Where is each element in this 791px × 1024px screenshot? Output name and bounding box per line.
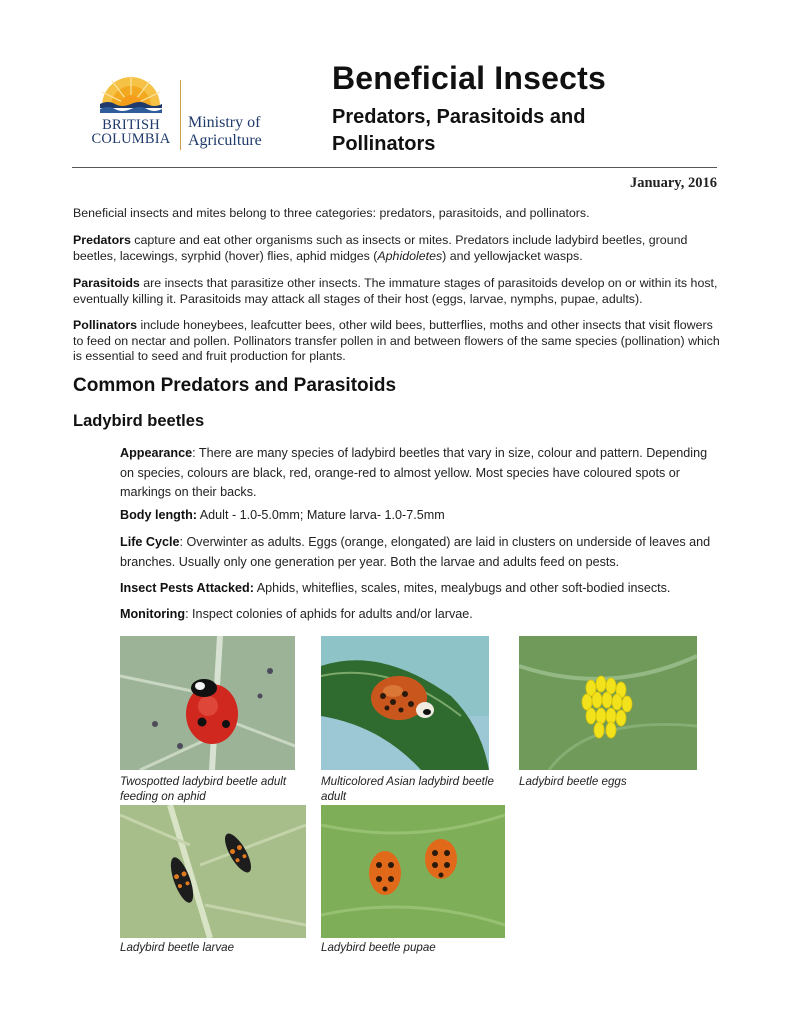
bc-wordmark: [88, 118, 174, 146]
appearance-paragraph: [120, 444, 720, 503]
section-subheading: Ladybird beetles: [73, 412, 205, 430]
publication-date: January, 2016: [629, 175, 717, 191]
predators-text-end: ) and yellowjacket wasps.: [442, 248, 583, 263]
ladybird-eggs-photo: [519, 636, 697, 770]
intro-paragraph: Beneficial insects and mites belong to three categories: predators, parasitoids, and pollinators.: [73, 206, 590, 220]
appearance-label: Appearance: [120, 446, 193, 460]
ministry-line-1: Ministry of: [188, 114, 261, 131]
photo-caption-2: Multicolored Asian ladybird beetle adult: [321, 775, 494, 803]
photo-caption-3: Ladybird beetle eggs: [519, 775, 627, 788]
ministry-name: [188, 114, 262, 150]
page-subtitle: Predators, Parasitoids and Pollinators: [332, 106, 586, 155]
monitoring-label: Monitoring: [120, 607, 186, 621]
predators-term: Predators: [73, 233, 131, 247]
body-length-label: Body length:: [120, 508, 197, 522]
ministry-line-2: Agriculture: [188, 132, 262, 149]
aphidoletes-term: Aphidoletes: [377, 248, 443, 263]
monitoring-paragraph: [120, 605, 720, 625]
pests-attacked-paragraph: [120, 579, 720, 599]
monitoring-text: : Inspect colonies of aphids for adults and/or larvae.: [185, 607, 473, 621]
ladybird-larvae-photo: [120, 805, 306, 938]
photo-caption-1: Twospotted ladybird beetle adult feeding on aphid: [120, 775, 287, 803]
life-cycle-label: Life Cycle: [120, 535, 180, 549]
section-heading: Common Predators and Parasitoids: [73, 375, 397, 396]
pollinators-text: include honeybees, leafcutter bees, other wild bees, butterflies, moths and other insects that visit flowers to feed on nectar and pollen. Pollinators transfer pollen in and between flowers of the same species (pollination) which is essential to seed and fruit production for plants.: [73, 318, 720, 363]
twospotted-ladybird-photo: [120, 636, 295, 770]
body-length-text: Adult - 1.0-5.0mm; Mature larva- 1.0-7.5mm: [196, 508, 445, 522]
life-cycle-paragraph: [120, 533, 720, 572]
predators-text: capture and eat other organisms such as insects or mites. Predators include ladybird beetles, ground beetles, lacewings, syrphid (hover) flies, aphid midges (: [73, 233, 688, 263]
parasitoids-paragraph: [73, 276, 721, 307]
pollinators-paragraph: [73, 318, 721, 365]
photo-caption-4: Ladybird beetle larvae: [120, 941, 235, 954]
page-title: Beneficial Insects: [332, 60, 606, 96]
parasitoids-text: are insects that parasitize other insects. The immature stages of parasitoids develop on or within its host, eventually killing it. Parasitoids may attack all stages of their host (eggs, larvae, nymphs, pupae, adults).: [73, 276, 718, 306]
ladybird-pupae-photo: [321, 805, 505, 938]
life-cycle-text: : Overwinter as adults. Eggs (orange, elongated) are laid in clusters on underside of leaves and branches. Usually only one generation per year. Both the larvae and adults feed on pests.: [120, 535, 711, 569]
bc-line-1: BRITISH: [102, 117, 160, 133]
bc-sun-logo-icon: [100, 76, 162, 116]
body-length-paragraph: [120, 506, 720, 526]
bc-line-2: COLUMBIA: [91, 131, 171, 147]
ministry-logo: [88, 76, 278, 154]
appearance-text: : There are many species of ladybird beetles that vary in size, colour and pattern. Depending on species, colours are black, red, orange-red to almost yellow. Most species have coloured spots or markings on their backs.: [120, 446, 708, 499]
logo-divider: [180, 80, 181, 150]
predators-paragraph: [73, 233, 721, 264]
pests-attacked-text: Aphids, whiteflies, scales, mites, mealybugs and other soft-bodied insects.: [253, 581, 671, 595]
pollinators-term: Pollinators: [73, 318, 138, 332]
header-rule: [72, 167, 717, 168]
pests-attacked-label: Insect Pests Attacked:: [120, 581, 254, 595]
photo-caption-5: Ladybird beetle pupae: [321, 941, 436, 954]
parasitoids-term: Parasitoids: [73, 276, 140, 290]
asian-ladybird-photo: [321, 636, 489, 770]
